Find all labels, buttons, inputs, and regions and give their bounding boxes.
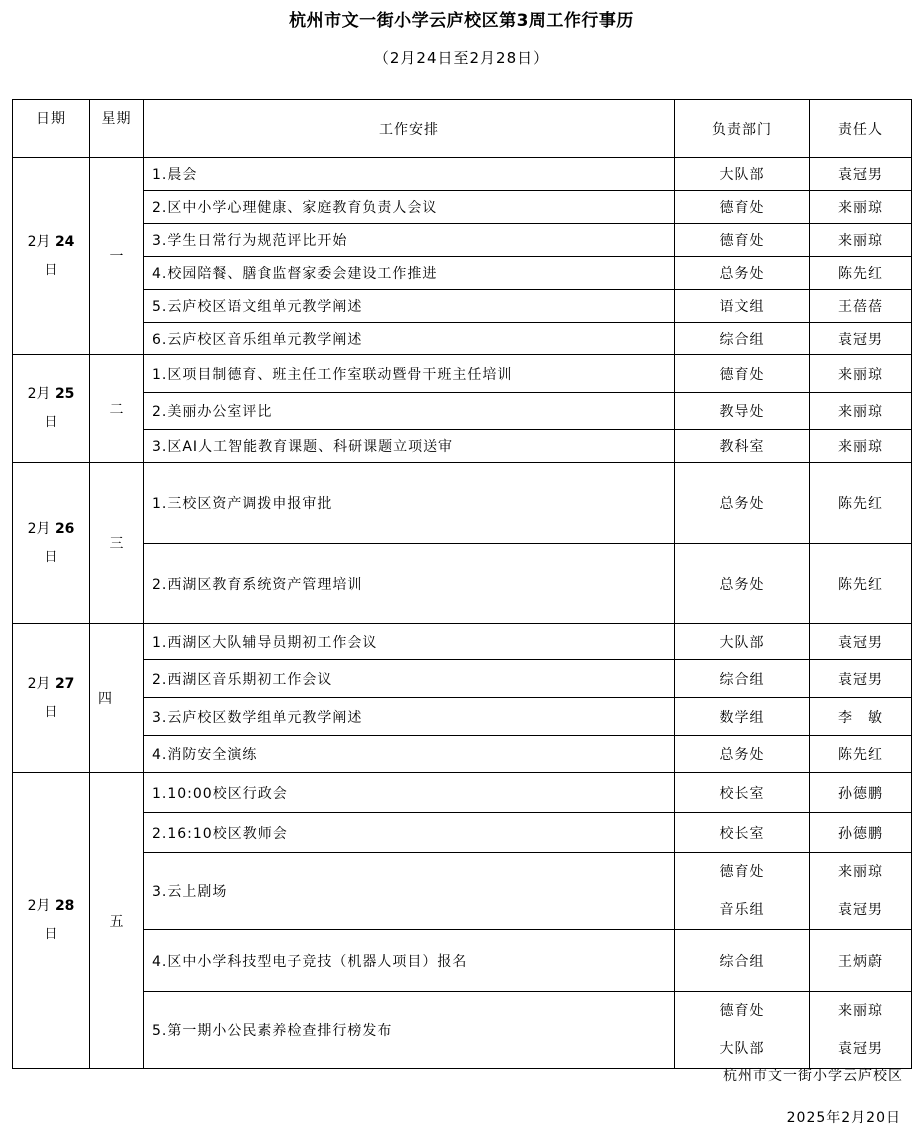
- person-cell: 来丽琼: [810, 191, 912, 224]
- task-cell: 1.10:00校区行政会: [144, 773, 675, 813]
- department-cell: 教导处: [675, 393, 810, 430]
- table-row: [13, 323, 912, 355]
- task-cell: 2.西湖区教育系统资产管理培训: [144, 544, 675, 624]
- date-cell: [13, 463, 90, 624]
- department-cell: 综合组: [675, 323, 810, 355]
- date-suffix: 日: [44, 549, 58, 565]
- date-suffix: 日: [44, 415, 58, 430]
- task-cell: 3.学生日常行为规范评比开始: [144, 224, 675, 257]
- task-cell: 1.晨会: [144, 158, 675, 191]
- issuer-name: 杭州市文一街小学云庐校区: [723, 1068, 903, 1084]
- person-cell: 王蓓蓓: [810, 290, 912, 323]
- department-cell: 总务处: [675, 463, 810, 544]
- task-cell: 1.西湖区大队辅导员期初工作会议: [144, 624, 675, 660]
- table-row: [13, 393, 912, 430]
- person-cell: 陈先红: [810, 463, 912, 544]
- table-row: [13, 624, 912, 660]
- date-cell: [13, 773, 90, 1069]
- person-cell: [810, 853, 912, 930]
- department-cell: [675, 992, 810, 1069]
- person-cell: 李 敏: [810, 698, 912, 736]
- department-cell: 校长室: [675, 773, 810, 813]
- date-suffix: 日: [44, 262, 58, 278]
- table-row: [13, 290, 912, 323]
- table-row: [13, 773, 912, 813]
- department-cell: 德育处: [675, 191, 810, 224]
- date-cell: [13, 158, 90, 355]
- person-cell: 来丽琼: [810, 224, 912, 257]
- task-cell: 1.三校区资产调拨申报审批: [144, 463, 675, 544]
- department-cell: [675, 853, 810, 930]
- table-row: [13, 736, 912, 773]
- date-day: 28: [54, 898, 75, 914]
- table-row: [13, 257, 912, 290]
- task-cell: 4.区中小学科技型电子竞技（机器人项目）报名: [144, 930, 675, 992]
- date-month: 2月: [27, 898, 51, 914]
- department-cell: 语文组: [675, 290, 810, 323]
- department-line: 德育处: [719, 1003, 765, 1019]
- table-row: [13, 660, 912, 698]
- header-department: 负责部门: [675, 100, 810, 158]
- table-row: [13, 930, 912, 992]
- table-row: [13, 224, 912, 257]
- person-line: 来丽琼: [838, 1003, 883, 1019]
- task-cell: 1.区项目制德育、班主任工作室联动暨骨干班主任培训: [144, 355, 675, 393]
- department-line: 音乐组: [719, 902, 765, 918]
- department-cell: 数学组: [675, 698, 810, 736]
- task-cell: 2.16:10校区教师会: [144, 813, 675, 853]
- person-cell: 袁冠男: [810, 158, 912, 191]
- person-cell: [810, 992, 912, 1069]
- person-line: 袁冠男: [838, 902, 883, 918]
- weekday-cell: 三: [90, 463, 144, 624]
- department-line: 德育处: [719, 864, 765, 880]
- table-row: [13, 544, 912, 624]
- department-line: 大队部: [719, 1041, 765, 1057]
- date-month: 2月: [27, 233, 51, 250]
- person-cell: 王炳蔚: [810, 930, 912, 992]
- person-cell: 孙德鹏: [810, 813, 912, 853]
- person-cell: 来丽琼: [810, 430, 912, 463]
- table-row: [13, 191, 912, 224]
- department-cell: 校长室: [675, 813, 810, 853]
- table-row: [13, 463, 912, 544]
- department-cell: 总务处: [675, 736, 810, 773]
- department-cell: 大队部: [675, 624, 810, 660]
- issue-date: 2025年2月20日: [786, 1110, 901, 1126]
- person-cell: 孙德鹏: [810, 773, 912, 813]
- date-suffix: 日: [44, 927, 58, 942]
- date-day: 24: [54, 233, 75, 250]
- person-cell: 陈先红: [810, 544, 912, 624]
- task-cell: 4.消防安全演练: [144, 736, 675, 773]
- date-cell: [13, 355, 90, 463]
- table-row: [13, 355, 912, 393]
- header-date: 日期: [13, 100, 90, 158]
- date-month: 2月: [27, 520, 51, 537]
- weekday-cell: 五: [90, 773, 144, 1069]
- department-cell: 综合组: [675, 930, 810, 992]
- weekday-cell: 一: [90, 158, 144, 355]
- department-cell: 德育处: [675, 355, 810, 393]
- task-cell: 3.云庐校区数学组单元教学阐述: [144, 698, 675, 736]
- task-cell: 2.区中小学心理健康、家庭教育负责人会议: [144, 191, 675, 224]
- person-cell: 来丽琼: [810, 355, 912, 393]
- person-cell: 来丽琼: [810, 393, 912, 430]
- task-cell: 2.西湖区音乐期初工作会议: [144, 660, 675, 698]
- task-cell: 3.区AI人工智能教育课题、科研课题立项送审: [144, 430, 675, 463]
- date-range-subtitle: （2月24日至2月28日）: [373, 49, 550, 67]
- date-cell: [13, 624, 90, 773]
- header-task: 工作安排: [144, 100, 675, 158]
- department-cell: 德育处: [675, 224, 810, 257]
- date-day: 25: [54, 386, 75, 402]
- task-cell: 4.校园陪餐、膳食监督家委会建设工作推进: [144, 257, 675, 290]
- header-person: 责任人: [810, 100, 912, 158]
- weekday-cell: 四: [90, 624, 144, 773]
- date-suffix: 日: [44, 704, 58, 720]
- department-cell: 教科室: [675, 430, 810, 463]
- department-cell: 总务处: [675, 257, 810, 290]
- department-cell: 大队部: [675, 158, 810, 191]
- weekday-cell: 二: [90, 355, 144, 463]
- task-cell: 2.美丽办公室评比: [144, 393, 675, 430]
- table-row: [13, 158, 912, 191]
- date-day: 27: [54, 675, 75, 692]
- person-cell: 袁冠男: [810, 660, 912, 698]
- document-title: 杭州市文一街小学云庐校区第3周工作行事历: [289, 11, 634, 31]
- person-line: 来丽琼: [838, 864, 883, 880]
- task-cell: 5.云庐校区语文组单元教学阐述: [144, 290, 675, 323]
- table-row: [13, 992, 912, 1069]
- department-cell: 综合组: [675, 660, 810, 698]
- department-cell: 总务处: [675, 544, 810, 624]
- date-day: 26: [54, 520, 75, 537]
- task-cell: 3.云上剧场: [144, 853, 675, 930]
- person-cell: 袁冠男: [810, 624, 912, 660]
- task-cell: 5.第一期小公民素养检查排行榜发布: [144, 992, 675, 1069]
- person-cell: 陈先红: [810, 736, 912, 773]
- table-row: [13, 698, 912, 736]
- person-cell: 袁冠男: [810, 323, 912, 355]
- table-row: [13, 813, 912, 853]
- header-row: [13, 100, 912, 158]
- schedule-table: [12, 99, 912, 1069]
- person-line: 袁冠男: [838, 1041, 883, 1057]
- date-month: 2月: [27, 386, 51, 402]
- date-month: 2月: [27, 675, 51, 692]
- person-cell: 陈先红: [810, 257, 912, 290]
- header-weekday: 星期: [90, 100, 144, 158]
- task-cell: 6.云庐校区音乐组单元教学阐述: [144, 323, 675, 355]
- table-row: [13, 853, 912, 930]
- table-row: [13, 430, 912, 463]
